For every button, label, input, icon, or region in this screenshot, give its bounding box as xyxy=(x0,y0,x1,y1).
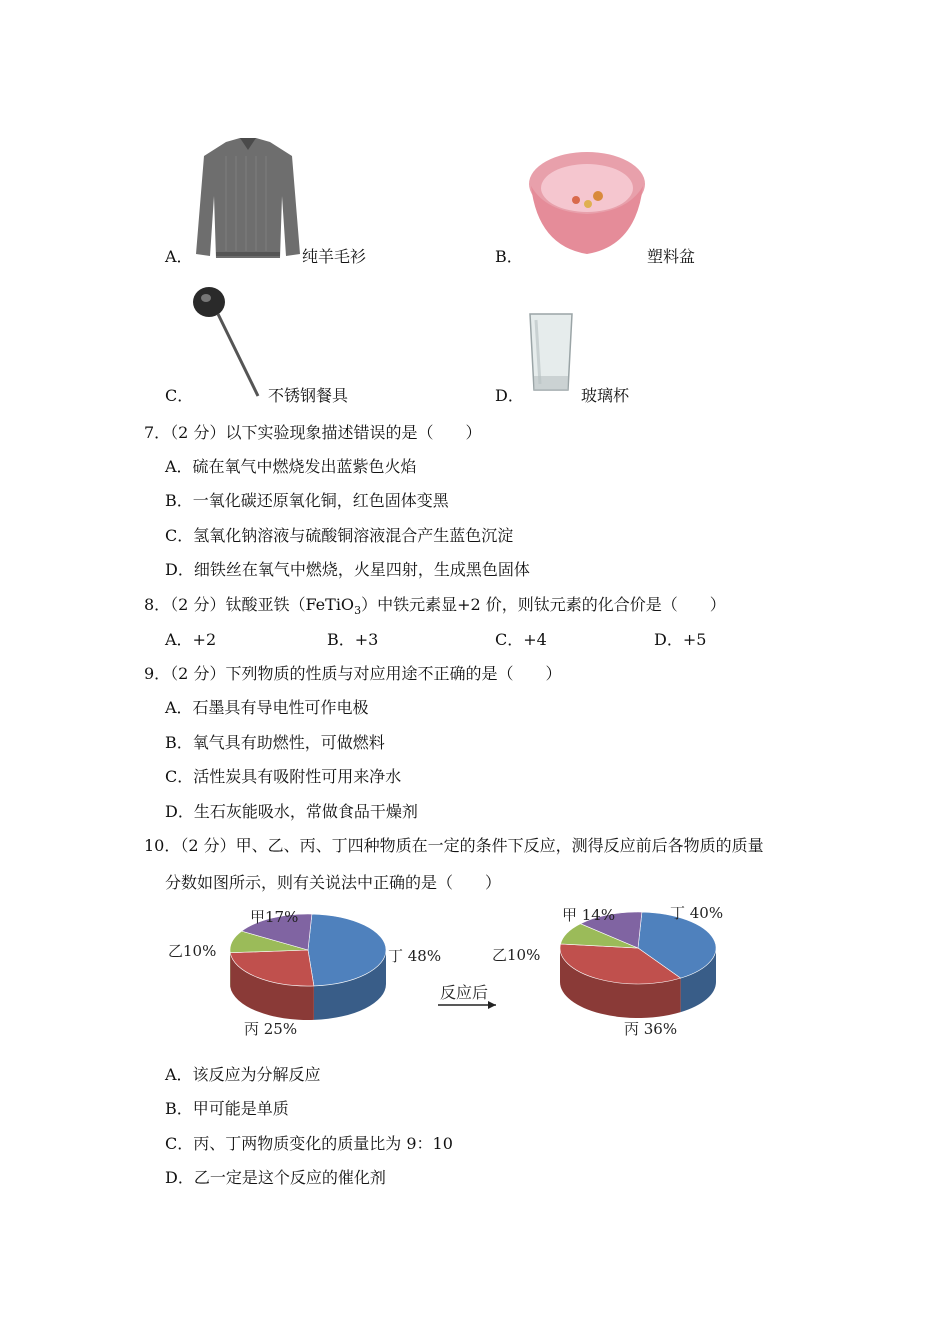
glass-cup-image xyxy=(528,312,574,394)
q7-option-c: C．氢氧化钠溶液与硫酸铜溶液混合产生蓝色沉淀 xyxy=(165,526,514,545)
label-after-ding: 丁 40% xyxy=(670,904,724,922)
q8-option-b: B．+3 xyxy=(327,630,379,649)
q6-option-c-label: 不锈钢餐具 xyxy=(268,386,349,405)
q7-option-d: D．细铁丝在氧气中燃烧，火星四射，生成黑色固体 xyxy=(165,560,530,579)
q9-option-d: D．生石灰能吸水，常做食品干燥剂 xyxy=(165,802,418,821)
q8-stem-pre: 8．（2 分）钛酸亚铁（FeTiO xyxy=(144,595,355,614)
q9-option-c: C．活性炭具有吸附性可用来净水 xyxy=(165,767,402,786)
q10-option-a: A．该反应为分解反应 xyxy=(165,1065,321,1084)
reaction-arrow-label: 反应后 xyxy=(440,983,489,1002)
q8-stem-post: ）中铁元素显+2 价，则钛元素的化合价是（ ） xyxy=(361,595,726,614)
q9-option-b: B．氧气具有助燃性，可做燃料 xyxy=(165,733,385,752)
label-before-bing: 丙 25% xyxy=(244,1020,298,1038)
q9-stem: 9．（2 分）下列物质的性质与对应用途不正确的是（ ） xyxy=(144,664,562,683)
q7-option-b: B．一氧化碳还原氧化铜，红色固体变黑 xyxy=(165,491,449,510)
label-before-jia: 甲17% xyxy=(250,908,299,926)
q10-stem-line2: 分数如图所示，则有关说法中正确的是（ ） xyxy=(165,873,502,892)
q8-stem-sub: 3 xyxy=(354,604,362,618)
pie-chart-before xyxy=(230,914,386,1020)
label-before-ding: 丁 48% xyxy=(388,947,442,965)
q6-option-c-letter: C． xyxy=(165,386,194,405)
q7-option-a: A．硫在氧气中燃烧发出蓝紫色火焰 xyxy=(165,457,417,476)
q8-option-a: A．+2 xyxy=(165,630,217,649)
q6-option-d-label: 玻璃杯 xyxy=(581,386,630,405)
q6-option-d-letter: D． xyxy=(495,386,524,405)
label-after-jia: 甲 14% xyxy=(562,906,616,924)
pie-chart-after xyxy=(560,912,716,1018)
steel-ladle-image xyxy=(192,284,272,400)
q8-option-d: D．+5 xyxy=(654,630,707,649)
q10-option-d: D．乙一定是这个反应的催化剂 xyxy=(165,1168,386,1187)
q10-option-c: C．丙、丁两物质变化的质量比为 9：10 xyxy=(165,1134,453,1153)
label-before-yi: 乙10% xyxy=(168,942,217,960)
q6-option-b-letter: B． xyxy=(495,247,523,266)
q6-option-a-label: 纯羊毛衫 xyxy=(302,247,367,266)
q8-option-c: C．+4 xyxy=(495,630,547,649)
q7-stem: 7．（2 分）以下实验现象描述错误的是（ ） xyxy=(144,423,482,442)
q8-stem xyxy=(144,592,726,617)
sweater-image xyxy=(196,136,300,260)
q6-option-a-letter: A． xyxy=(165,247,193,266)
q9-option-a: A．石墨具有导电性可作电极 xyxy=(165,698,369,717)
label-after-bing: 丙 36% xyxy=(624,1020,678,1038)
q10-pie-figure xyxy=(160,898,740,1048)
q10-option-b: B．甲可能是单质 xyxy=(165,1099,289,1118)
q10-stem-line1: 10．（2 分）甲、乙、丙、丁四种物质在一定的条件下反应，测得反应前后各物质的质量 xyxy=(144,836,764,855)
label-after-yi: 乙10% xyxy=(492,946,541,964)
q6-option-b-label: 塑料盆 xyxy=(647,247,696,266)
plastic-basin-image xyxy=(528,150,646,260)
reaction-arrowhead xyxy=(488,1001,496,1009)
